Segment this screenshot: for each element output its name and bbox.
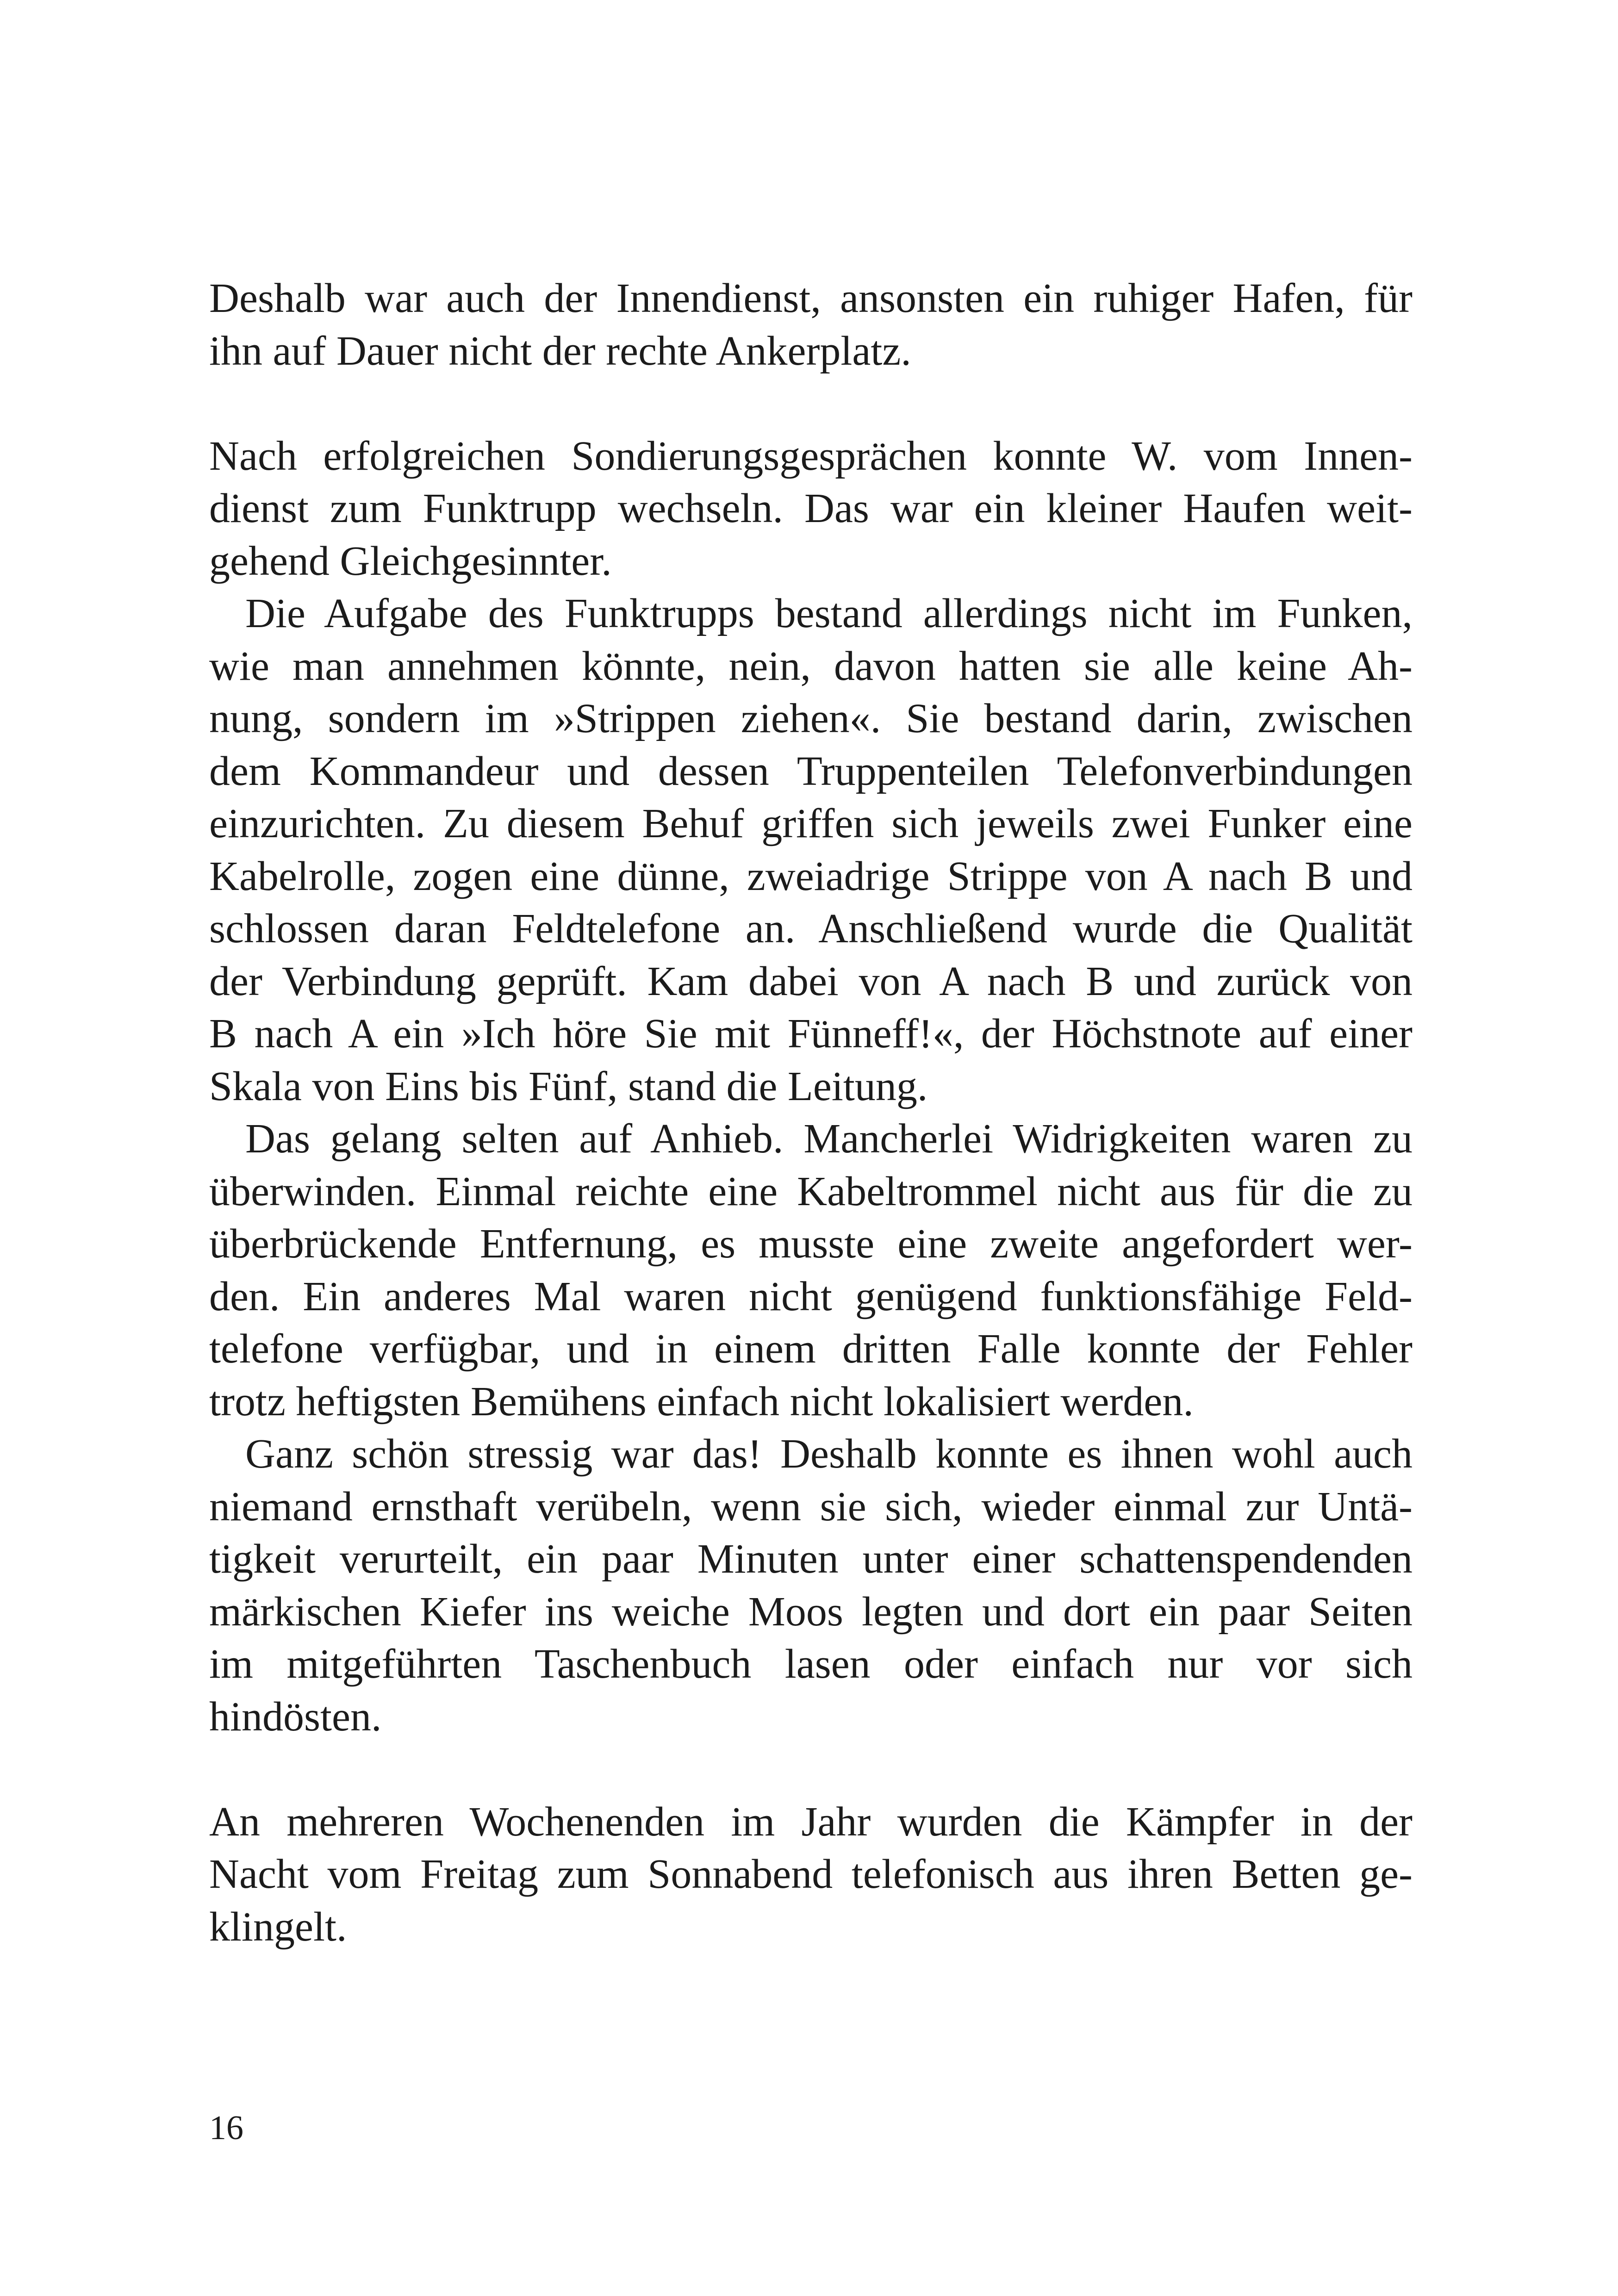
paragraph [209, 1428, 1413, 1743]
text-line: überbrückende Entfernung, es musste eine zweite angefordert wer- [209, 1221, 1413, 1267]
text-line: dem Kommandeur und dessen Truppenteilen Telefonverbindungen [209, 748, 1413, 794]
paragraph [209, 430, 1413, 588]
text-line: Die Aufgabe des Funktrupps bestand allerdings nicht im Funken, [245, 591, 1413, 636]
paragraph [209, 1796, 1413, 1954]
text-line: klingelt. [209, 1904, 347, 1950]
text-line: im mitgeführten Taschenbuch lasen oder einfach nur vor sich [209, 1641, 1413, 1687]
text-line: Nacht vom Freitag zum Sonnabend telefonisch aus ihren Betten ge- [209, 1851, 1413, 1897]
text-line: einzurichten. Zu diesem Behuf griffen sich jeweils zwei Funker eine [209, 801, 1413, 846]
text-line: B nach A ein »Ich höre Sie mit Fünneff!«, der Höchstnote auf einer [209, 1011, 1413, 1057]
page-number: 16 [209, 2109, 243, 2147]
text-line: hindösten. [209, 1693, 382, 1740]
text-line: tigkeit verurteilt, ein paar Minuten unter einer schattenspendenden [209, 1536, 1413, 1582]
text-line: Skala von Eins bis Fünf, stand die Leitung. [209, 1063, 928, 1109]
text-line: Deshalb war auch der Innendienst, ansonsten ein ruhiger Hafen, für [209, 275, 1413, 321]
text-line: den. Ein anderes Mal waren nicht genügend funktionsfähige Feld- [209, 1273, 1413, 1319]
text-line: ihn auf Dauer nicht der rechte Ankerplatz. [209, 328, 911, 374]
text-line: der Verbindung geprüft. Kam dabei von A nach B und zurück von [209, 958, 1413, 1004]
paragraph [209, 1113, 1413, 1428]
text-line: Nach erfolgreichen Sondierungsgesprächen konnte W. vom Innen- [209, 433, 1413, 479]
body-text [209, 272, 1413, 1953]
text-line: nung, sondern im »Strippen ziehen«. Sie bestand darin, zwischen [209, 696, 1413, 741]
text-line: gehend Gleichgesinnter. [209, 538, 612, 584]
text-line: telefone verfügbar, und in einem dritten Falle konnte der Fehler [209, 1326, 1413, 1372]
text-line: märkischen Kiefer ins weiche Moos legten und dort ein paar Seiten [209, 1588, 1413, 1635]
text-line: wie man annehmen könnte, nein, davon hatten sie alle keine Ah- [209, 643, 1413, 689]
paragraph [209, 587, 1413, 1113]
text-line: Ganz schön stressig war das! Deshalb konnte es ihnen wohl auch [245, 1431, 1413, 1477]
text-line: dienst zum Funktrupp wechseln. Das war ein kleiner Haufen weit- [209, 485, 1413, 531]
text-line: schlossen daran Feldtelefone an. Anschließend wurde die Qualität [209, 906, 1413, 952]
text-line: Das gelang selten auf Anhieb. Mancherlei Widrigkeiten waren zu [245, 1116, 1413, 1162]
text-line: niemand ernsthaft verübeln, wenn sie sich, wieder einmal zur Untä- [209, 1483, 1413, 1530]
text-line: trotz heftigsten Bemühens einfach nicht lokalisiert werden. [209, 1378, 1194, 1425]
text-line: Kabelrolle, zogen eine dünne, zweiadrige Strippe von A nach B und [209, 853, 1413, 899]
paragraph [209, 272, 1413, 377]
text-line: An mehreren Wochenenden im Jahr wurden die Kämpfer in der [209, 1798, 1413, 1845]
text-line: überwinden. Einmal reichte eine Kabeltrommel nicht aus für die zu [209, 1168, 1413, 1214]
